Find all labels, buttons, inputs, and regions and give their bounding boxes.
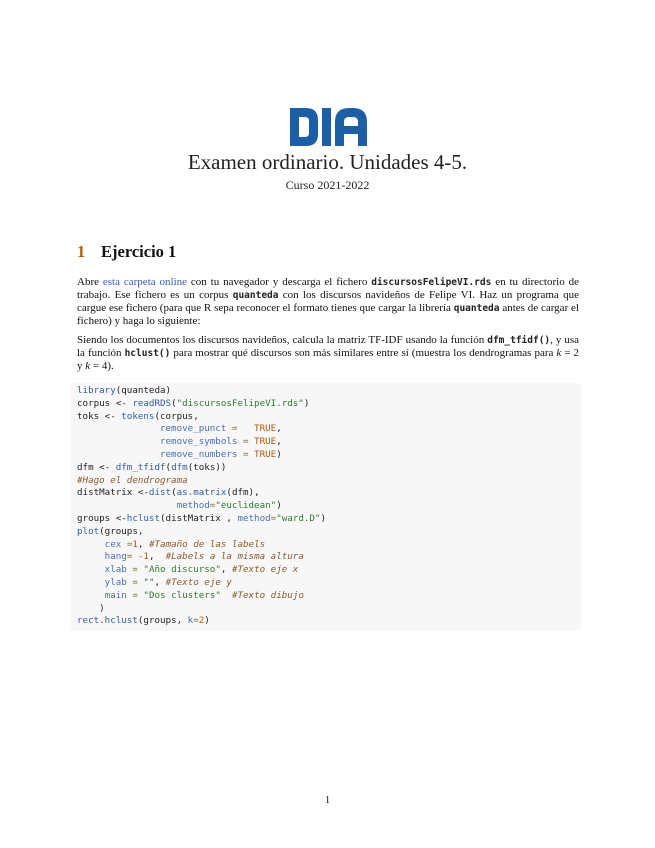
code-token: (groups, [99, 525, 144, 537]
code-token: as.matrix [176, 487, 227, 499]
code-token: (toks)) [187, 461, 227, 473]
dia-logo [290, 108, 367, 146]
code-comment: #Labels a la misma altura [165, 551, 304, 563]
code-token: corpus <- [77, 397, 133, 409]
code-token: ) [276, 448, 282, 460]
page-number: 1 [324, 794, 331, 806]
code-token: , [220, 564, 232, 576]
code-token: = [126, 551, 138, 563]
inline-code: discursosFelipeVI.rds [371, 277, 492, 288]
text: con tu navegador y descarga el fichero [187, 276, 372, 288]
code-token: = [237, 436, 255, 448]
code-token: dfm <- [77, 461, 116, 473]
code-token: cex [104, 538, 122, 550]
code-token: method [176, 500, 210, 512]
code-token: ) [276, 500, 282, 512]
code-token: = [121, 538, 133, 550]
paragraph-task [77, 334, 579, 373]
text: para mostrar qué discursos son más similares entre sí (muestra los dendrogramas para [170, 347, 557, 359]
folder-link[interactable]: esta carpeta online [102, 276, 188, 288]
code-token: "Año discurso" [143, 564, 221, 576]
code-token: (quanteda) [115, 385, 172, 396]
text: Abre [77, 276, 103, 288]
text: Siendo los documentos los discursos navideños, calcula la matriz TF-IDF usando la función [77, 334, 488, 346]
code-token: "discursosFelipeVI.rds" [176, 397, 304, 409]
text: = 2 y [77, 347, 579, 372]
inline-code: hclust() [124, 348, 171, 359]
code-token: dist [148, 487, 172, 499]
code-token: TRUE [254, 448, 277, 460]
code-token: dfm_tfidf [115, 461, 166, 473]
code-comment: #Hago el dendrograma [77, 474, 188, 486]
code-token: = [209, 500, 216, 512]
code-comment: #Texto eje x [231, 564, 299, 576]
code-token: hang [104, 551, 127, 563]
code-token: = [193, 615, 199, 627]
code-token: = [126, 576, 144, 588]
code-token: , [137, 538, 149, 550]
text: con los discursos navideños de Felipe VI. Haz un programa que cargue ese fichero (para que R sepa reconocer el formato tienes que cargar la librería [77, 289, 579, 314]
code-token [221, 590, 232, 601]
code-token: "euclidean" [215, 500, 277, 512]
text: , y usa la función [77, 334, 579, 359]
code-token: (corpus, [154, 410, 199, 422]
inline-code: quanteda [232, 290, 279, 301]
code-token: method [237, 512, 271, 524]
code-token: dfm [171, 461, 188, 473]
code-token: remove_symbols [159, 436, 238, 448]
code-token: ylab [104, 576, 127, 588]
code-token: k [187, 615, 194, 627]
code-token: ) [303, 397, 310, 409]
code-token: -1 [137, 551, 149, 563]
code-token: plot [77, 525, 100, 537]
code-token: 2 [198, 615, 205, 627]
code-token: distMatrix <- [77, 487, 149, 499]
code-token: ) [320, 512, 327, 524]
inline-code: dfm_tfidf() [487, 335, 551, 346]
code-token: ( [171, 397, 177, 409]
math-var: k [556, 347, 562, 359]
code-comment: #Texto eje y [165, 576, 232, 588]
code-token: ( [171, 487, 177, 499]
paragraph-instructions [77, 276, 579, 328]
section-number: 1 [77, 242, 86, 261]
code-token: remove_punct [159, 423, 227, 435]
document-subtitle: Curso 2021-2022 [285, 178, 370, 192]
section-title: Ejercicio 1 [101, 242, 177, 261]
code-token: = [126, 589, 144, 601]
code-comment: #Tamaño de las labels [148, 538, 266, 550]
code-token: = [126, 564, 144, 576]
code-comment: #Texto dibujo [231, 589, 304, 601]
code-token: hclust [126, 512, 160, 524]
code-token: rect.hclust [77, 615, 138, 627]
code-token: = [270, 512, 277, 524]
section-heading [77, 242, 176, 262]
code-token: = [237, 448, 255, 460]
code-token: remove_numbers [159, 448, 238, 460]
code-token: TRUE [254, 436, 277, 448]
code-token: "Dos clusters" [143, 589, 221, 601]
code-token: = [226, 423, 255, 435]
code-token: library [77, 385, 116, 396]
text: antes de cargar el fichero) y haga lo siguiente: [77, 302, 579, 327]
code-token: main [104, 589, 127, 601]
text: en tu directorio de trabajo. Ese fichero es un corpus [77, 276, 579, 301]
code-token: ) [204, 615, 210, 627]
code-token: 1 [132, 538, 138, 550]
code-token: xlab [104, 564, 127, 576]
code-token: , [154, 576, 166, 588]
code-token: toks <- [77, 410, 122, 422]
code-token: readRDS [132, 397, 172, 409]
code-token: groups <- [77, 512, 127, 524]
code-token: , [276, 436, 282, 448]
code-token: ( [165, 461, 172, 473]
code-token: "ward.D" [276, 512, 321, 524]
code-token: , [148, 551, 166, 563]
code-block [77, 385, 326, 628]
document-title: Examen ordinario. Unidades 4-5. [187, 150, 468, 174]
code-token: (distMatrix , [160, 512, 238, 524]
code-token: (dfm), [226, 487, 260, 499]
inline-code: quanteda [453, 303, 500, 314]
text: = 4). [90, 360, 114, 372]
math-var: k [85, 360, 91, 372]
code-token: , [276, 423, 282, 435]
code-token: TRUE [254, 423, 277, 435]
code-token: "" [143, 576, 155, 588]
code-token: tokens [121, 410, 155, 422]
code-token: ) [99, 602, 105, 614]
code-token: (groups, [137, 615, 188, 627]
